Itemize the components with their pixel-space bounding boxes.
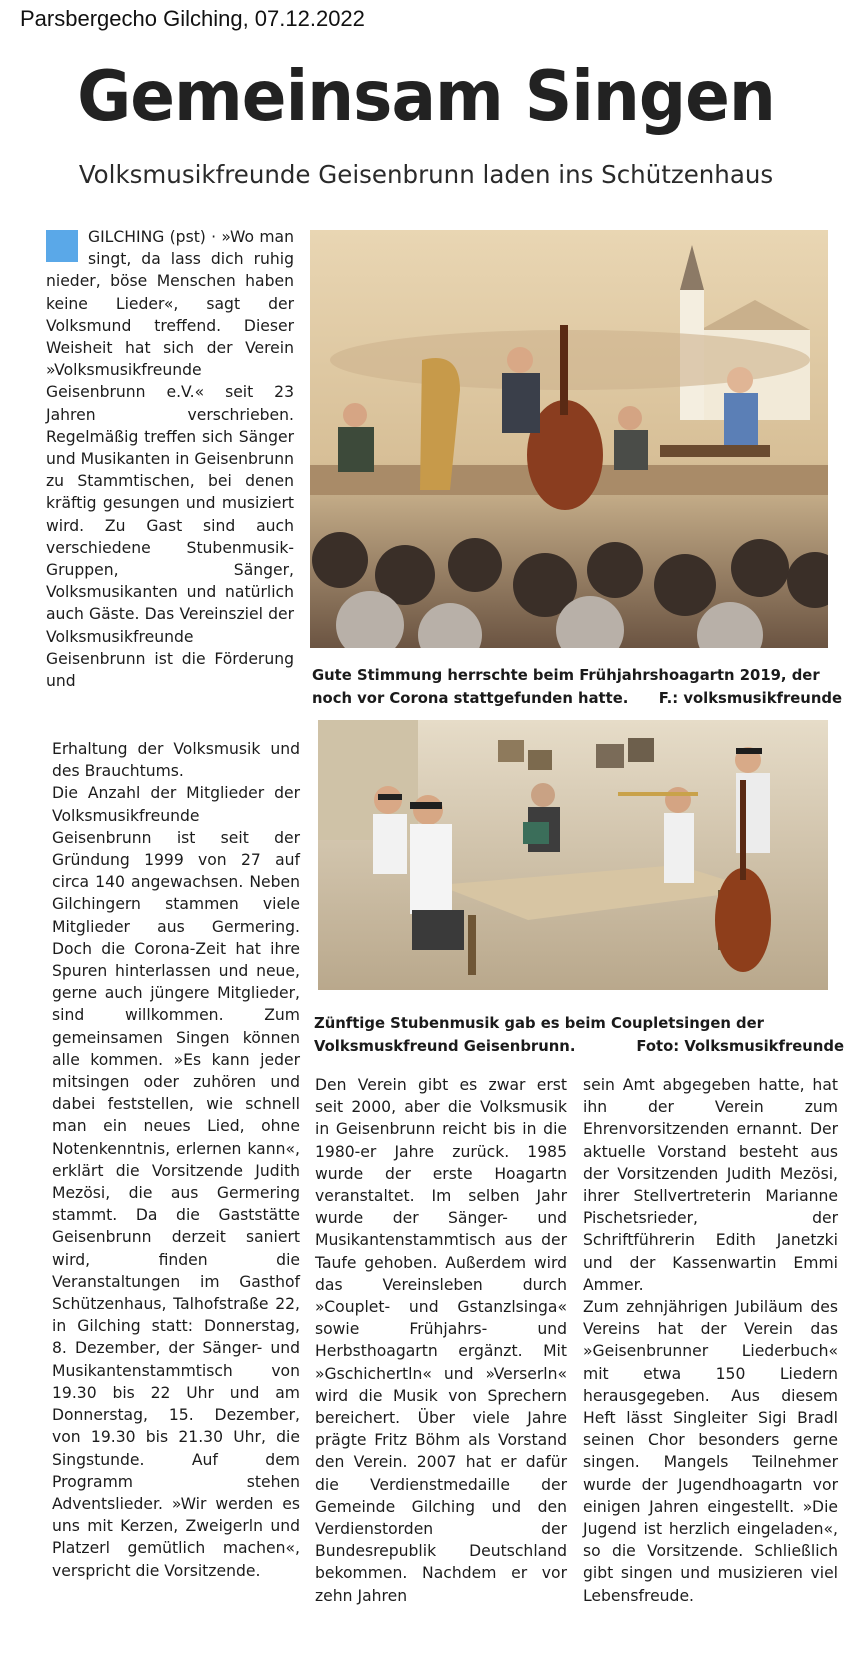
source-line: Parsbergecho Gilching, 07.12.2022	[20, 6, 365, 31]
photo-stubenmusik-image	[318, 720, 828, 990]
lead-square-icon	[46, 230, 78, 262]
article-column-1-bottom	[52, 738, 300, 1582]
photo-stubenmusik	[318, 720, 828, 990]
photo-credit: F.: volksmusikfreunde	[658, 690, 842, 707]
photo-stage-image	[310, 230, 828, 648]
caption-text: Zünftige Stubenmusik gab es beim Coupletsingen der Volksmuskfreund Geisenbrunn.	[314, 1015, 764, 1055]
article-text: GILCHING (pst) · »Wo man singt, da lass dich ruhig nieder, böse Menschen haben keine Lieder«, sagt der Volksmund treffend. Dieser Weisheit hat sich der Verein »Volksmusikfreunde Geisenbrunn e.V.« seit 23 Jahren verschrieben. Regelmäßig treffen sich Sänger und Musikanten in Geisenbrunn zu Stammtischen, bei denen kräftig gesungen und musiziert wird. Zu Gast sind auch verschiedene Stubenmusik-Gruppen, Sänger, Volksmusikanten und natürlich auch Gäste. Das Vereinsziel der Volksmusikfreunde Geisenbrunn ist die Förderung und	[46, 228, 294, 691]
article-column-1-top	[46, 226, 294, 692]
photo-credit: Foto: Volksmusikfreunde	[636, 1038, 844, 1055]
article-text: sein Amt abgegeben hatte, hat ihn der Verein zum Ehrenvorsitzenden ernannt. Der aktuelle Vorstand besteht aus der Vorsitzenden Judith Mezösi, ihrer Stellvertreterin Marianne Pischetsrieder, der Schriftführerin Edith Janetzki und der Kassenwartin Emmi Ammer.	[583, 1076, 838, 1294]
article-text: Erhaltung der Volksmusik und des Brauchtums.	[52, 740, 300, 781]
caption-text: Gute Stimmung herrschte beim Frühjahrshoagartn 2019, der noch vor Corona stattgefunden hatte.	[312, 667, 820, 707]
subheadline: Volksmusikfreunde Geisenbrunn laden ins Schützenhaus	[78, 160, 774, 189]
headline: Gemeinsam Singen	[77, 56, 775, 137]
article-column-2	[315, 1074, 567, 1607]
article-column-3	[583, 1074, 838, 1607]
photo-stage-musicians	[310, 230, 828, 648]
article-text: Die Anzahl der Mitglieder der Volksmusikfreunde Geisenbrunn ist seit der Gründung 1999 von 27 auf circa 140 angewachsen. Neben Gilchingern stammen viele Mitglieder aus Germering. Doch die Corona-Zeit hat ihre Spuren hinterlassen und neue, gerne auch jüngere Mitglieder, sind willkommen. Zum gemeinsamen Singen können alle kommen. »Es kann jeder mitsingen oder zuhören und dabei feststellen, wie schnell man ein neues Lied, ohne Notenkenntnis, erlernen kann«, erklärt die Vorsitzende Judith Mezösi, die aus Germering stammt. Da die Gaststätte Geisenbrunn derzeit saniert wird, finden die Veranstaltungen im Gasthof Schützenhaus, Talhofstraße 22, in Gilching statt: Donnerstag, 8. Dezember, der Sänger- und Musikantenstammtisch von 19.30 bis 22 Uhr und am Donnerstag, 15. Dezember, von 19.30 bis 21.30 Uhr, die Singstunde. Auf dem Programm stehen Adventslieder. »Wir werden es uns mit Kerzen, Zweigerln und Platzerl gemütlich machen«, verspricht die Vorsitzende.	[52, 784, 300, 1580]
photo-caption-1	[312, 664, 842, 710]
photo-caption-2	[314, 1012, 844, 1058]
article-text: Zum zehnjährigen Jubiläum des Vereins hat der Verein das »Geisenbrunner Liederbuch« mit etwa 150 Liedern herausgegeben. Aus diesem Heft lässt Singleiter Sigi Bradl seinen Chor besonders gerne singen. Mangels Teilnehmer wurde der Jugendhoagartn vor einigen Jahren eingestellt. »Die Jugend ist herzlich eingeladen«, so die Vorsitzende. Schließlich gibt singen und musizieren viel Lebensfreude.	[583, 1298, 838, 1605]
article-text: Den Verein gibt es zwar erst seit 2000, aber die Volksmusik in Geisenbrunn reicht bis in die 1980-er Jahre zurück. 1985 wurde der erste Hoagartn veranstaltet. Im selben Jahr wurde der Sänger- und Musikantenstammtisch aus der Taufe gehoben. Außerdem wird das Vereinsleben durch »Couplet- und Gstanzlsinga« sowie Frühjahrs- und Herbsthoagartn ergänzt. Mit »Gschichertln« und »Verserln« wird die Musik von Sprechern bereichert. Über viele Jahre prägte Fritz Böhm als Vorstand den Verein. 2007 hat er dafür die Verdienstmedaille der Gemeinde Gilching und den Verdienstorden der Bundesrepublik Deutschland bekommen. Nachdem er vor zehn Jahren	[315, 1076, 567, 1605]
